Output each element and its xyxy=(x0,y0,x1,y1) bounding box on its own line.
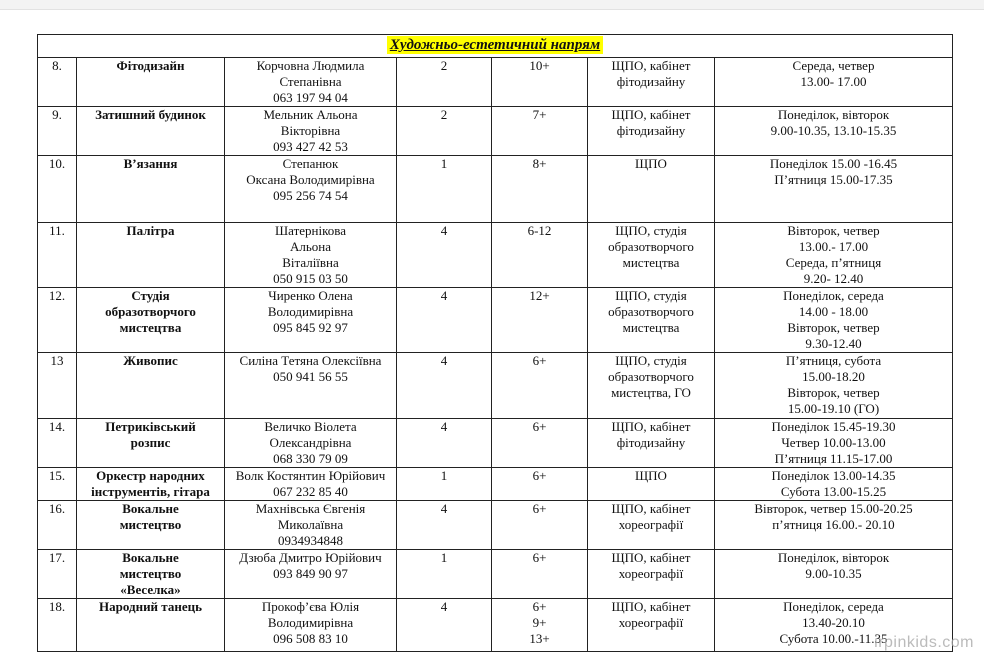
row-number: 18. xyxy=(38,599,77,652)
teacher-info-line: 050 941 56 55 xyxy=(273,369,348,384)
teacher-info-line: Володимирівна xyxy=(267,615,354,630)
section-title-row xyxy=(38,35,953,58)
club-name-line: Петриківський xyxy=(105,419,196,434)
schedule-times-line: 9.00-10.35, 13.10-15.35 xyxy=(770,123,897,138)
age-range-line: 8+ xyxy=(532,156,547,171)
teacher-info-line: Миколаївна xyxy=(277,517,344,532)
club-name-line: «Веселка» xyxy=(120,582,181,597)
club-name-line: Фітодизайн xyxy=(116,58,185,73)
schedule-times-line: Вівторок, четвер xyxy=(787,320,880,335)
table-row xyxy=(38,468,953,501)
venue-line: образотворчого xyxy=(608,239,694,254)
schedule-times-line: Вівторок, четвер xyxy=(787,385,880,400)
teacher-info xyxy=(225,599,397,652)
schedule-times-line: Понеділок, середа xyxy=(783,599,884,614)
venue-line: фітодизайну xyxy=(616,74,686,89)
venue xyxy=(588,468,715,501)
schedule-times-line: Четвер 10.00-13.00 xyxy=(781,435,886,450)
teacher-info-line: Вікторівна xyxy=(280,123,341,138)
age-range xyxy=(492,223,588,288)
club-name-line: Народний танець xyxy=(99,599,202,614)
venue xyxy=(588,223,715,288)
age-range-line: 7+ xyxy=(532,107,547,122)
venue-line: мистецтва xyxy=(622,320,680,335)
age-range xyxy=(492,156,588,223)
teacher-info-line: Корчовна Людмила xyxy=(256,58,365,73)
club-name-line: Оркестр народних xyxy=(96,468,205,483)
age-range-line: 13+ xyxy=(529,631,550,646)
venue xyxy=(588,58,715,107)
schedule-times-line: 13.40-20.10 xyxy=(802,615,865,630)
schedule-times-line: Понеділок 13.00-14.35 xyxy=(771,468,896,483)
group-count: 1 xyxy=(397,156,492,223)
teacher-info-line: Шатернікова xyxy=(275,223,346,238)
teacher-info-line: Дзюба Дмитро Юрійович xyxy=(239,550,382,565)
schedule-times-line: 13.00- 17.00 xyxy=(800,74,867,89)
teacher-info-line: Володимирівна xyxy=(267,304,354,319)
table-row xyxy=(38,419,953,468)
table-row xyxy=(38,288,953,353)
schedule-times xyxy=(715,468,953,501)
age-range-line: 12+ xyxy=(529,288,550,303)
teacher-info-line: Мельник Альона xyxy=(263,107,358,122)
schedule-times xyxy=(715,58,953,107)
schedule-times-line: 9.00-10.35 xyxy=(805,566,862,581)
schedule-times-line: Понеділок 15.00 -16.45 xyxy=(769,156,898,171)
teacher-info-line: Альона xyxy=(289,239,332,254)
teacher-info xyxy=(225,353,397,419)
schedule-times-line: п’ятниця 16.00.- 20.10 xyxy=(772,517,895,532)
schedule-times xyxy=(715,156,953,223)
venue-line: мистецтва xyxy=(622,255,680,270)
venue-line: ЩПО, кабінет xyxy=(611,550,691,565)
club-name xyxy=(77,468,225,501)
age-range-line: 10+ xyxy=(529,58,550,73)
age-range-line: 6+ xyxy=(532,550,547,565)
teacher-info xyxy=(225,550,397,599)
teacher-info-line: 095 845 92 97 xyxy=(273,320,348,335)
group-count: 4 xyxy=(397,223,492,288)
venue-line: ЩПО, кабінет xyxy=(611,501,691,516)
teacher-info-line: Прокоф’єва Юлія xyxy=(261,599,360,614)
age-range-line: 6+ xyxy=(532,419,547,434)
teacher-info-line: Величко Віолета xyxy=(264,419,357,434)
schedule-times-line: Вівторок, четвер 15.00-20.25 xyxy=(754,501,913,516)
teacher-info-line: 063 197 94 04 xyxy=(273,90,348,105)
teacher-info-line: 067 232 85 40 xyxy=(273,484,348,499)
watermark: irpinkids.com xyxy=(874,634,974,651)
schedule-times xyxy=(715,353,953,419)
age-range xyxy=(492,353,588,419)
venue-line: ЩПО, кабінет xyxy=(611,419,691,434)
table-row xyxy=(38,353,953,419)
teacher-info-line: 068 330 79 09 xyxy=(273,451,348,466)
venue-line: хореографії xyxy=(618,517,684,532)
table-row xyxy=(38,156,953,223)
table-row xyxy=(38,501,953,550)
club-name xyxy=(77,223,225,288)
venue-line: фітодизайну xyxy=(616,123,686,138)
club-name-line: розпис xyxy=(130,435,171,450)
venue-line: хореографії xyxy=(618,615,684,630)
venue-line: фітодизайну xyxy=(616,435,686,450)
venue-line: ЩПО, кабінет xyxy=(611,599,691,614)
schedule-times-line: П’ятниця 15.00-17.35 xyxy=(774,172,893,187)
age-range xyxy=(492,288,588,353)
schedule-times-line: Понеділок 15.45-19.30 xyxy=(771,419,896,434)
row-number: 17. xyxy=(38,550,77,599)
schedule-times-line: П’ятниця, субота xyxy=(785,353,882,368)
venue xyxy=(588,599,715,652)
club-name xyxy=(77,550,225,599)
schedule-table xyxy=(37,34,953,652)
venue-line: мистецтва, ГО xyxy=(611,385,691,400)
teacher-info xyxy=(225,468,397,501)
schedule-times-line: 9.30-12.40 xyxy=(805,336,862,351)
venue xyxy=(588,419,715,468)
venue xyxy=(588,156,715,223)
group-count: 4 xyxy=(397,288,492,353)
schedule-times xyxy=(715,288,953,353)
age-range xyxy=(492,468,588,501)
venue-line: хореографії xyxy=(618,566,684,581)
club-name-line: Вокальне xyxy=(122,550,179,565)
group-count: 4 xyxy=(397,501,492,550)
schedule-times-line: П’ятниця 11.15-17.00 xyxy=(774,451,893,466)
club-name xyxy=(77,353,225,419)
row-number: 10. xyxy=(38,156,77,223)
group-count: 4 xyxy=(397,353,492,419)
row-number: 16. xyxy=(38,501,77,550)
schedule-times-line: 15.00-19.10 (ГО) xyxy=(787,401,880,416)
teacher-info-line: 0934934848 xyxy=(278,533,343,548)
venue xyxy=(588,288,715,353)
schedule-times-line: Субота 10.00.-11.35 xyxy=(779,631,888,646)
age-range-line: 6+ xyxy=(532,599,547,614)
row-number: 12. xyxy=(38,288,77,353)
teacher-info-line: Волк Костянтин Юрійович xyxy=(235,468,386,483)
schedule-times xyxy=(715,223,953,288)
venue-line: ЩПО xyxy=(635,468,667,483)
club-name-line: інструментів, гітара xyxy=(91,484,210,499)
group-count: 1 xyxy=(397,468,492,501)
venue xyxy=(588,107,715,156)
venue xyxy=(588,353,715,419)
schedule-times xyxy=(715,550,953,599)
club-name xyxy=(77,419,225,468)
teacher-info xyxy=(225,288,397,353)
schedule-times-line: 14.00 - 18.00 xyxy=(798,304,869,319)
schedule-times-line: Понеділок, вівторок xyxy=(777,107,890,122)
schedule-times-line: 15.00-18.20 xyxy=(802,369,865,384)
club-name xyxy=(77,288,225,353)
club-name-line: мистецтва xyxy=(119,320,182,335)
teacher-info-line: Степанюк xyxy=(282,156,339,171)
schedule-times xyxy=(715,501,953,550)
table-row xyxy=(38,550,953,599)
age-range xyxy=(492,58,588,107)
schedule-times xyxy=(715,419,953,468)
teacher-info xyxy=(225,107,397,156)
age-range xyxy=(492,501,588,550)
section-title-cell xyxy=(38,35,953,58)
club-name xyxy=(77,599,225,652)
club-name xyxy=(77,156,225,223)
club-name-line: Живопис xyxy=(123,353,178,368)
teacher-info-line: Чиренко Олена xyxy=(268,288,353,303)
row-number: 14. xyxy=(38,419,77,468)
club-name-line: Вокальне xyxy=(122,501,179,516)
schedule-times-line: 9.20- 12.40 xyxy=(803,271,864,286)
club-name-line: Студія xyxy=(131,288,170,303)
teacher-info-line: Віталіївна xyxy=(282,255,339,270)
row-number: 13 xyxy=(38,353,77,419)
teacher-info-line: Силіна Тетяна Олексіївна xyxy=(239,353,382,368)
teacher-info xyxy=(225,223,397,288)
club-name-line: мистецтво xyxy=(119,566,182,581)
row-number: 11. xyxy=(38,223,77,288)
teacher-info xyxy=(225,419,397,468)
venue-line: образотворчого xyxy=(608,304,694,319)
schedule-times-line: 13.00.- 17.00 xyxy=(798,239,869,254)
schedule-times-line: Середа, четвер xyxy=(792,58,875,73)
schedule-times-line: Субота 13.00-15.25 xyxy=(780,484,887,499)
age-range-line: 6+ xyxy=(532,468,547,483)
venue-line: ЩПО, студія xyxy=(615,223,687,238)
schedule-times-line: Середа, п’ятниця xyxy=(785,255,882,270)
group-count: 4 xyxy=(397,599,492,652)
venue xyxy=(588,550,715,599)
venue-line: ЩПО, кабінет xyxy=(611,107,691,122)
teacher-info xyxy=(225,58,397,107)
age-range-line: 6+ xyxy=(532,501,547,516)
row-number: 8. xyxy=(38,58,77,107)
age-range-line: 6+ xyxy=(532,353,547,368)
venue-line: образотворчого xyxy=(608,369,694,384)
club-name-line: мистецтво xyxy=(119,517,182,532)
schedule-times-line: Вівторок, четвер xyxy=(787,223,880,238)
club-name-line: образотворчого xyxy=(105,304,196,319)
age-range xyxy=(492,550,588,599)
schedule-times-line: Понеділок, вівторок xyxy=(777,550,890,565)
age-range xyxy=(492,107,588,156)
teacher-info-line: 096 508 83 10 xyxy=(273,631,348,646)
venue-line: ЩПО xyxy=(635,156,667,171)
age-range-line: 6-12 xyxy=(527,223,552,238)
age-range xyxy=(492,599,588,652)
table-row xyxy=(38,107,953,156)
teacher-info-line: Олександрівна xyxy=(269,435,352,450)
club-name xyxy=(77,107,225,156)
club-name xyxy=(77,501,225,550)
schedule-times xyxy=(715,107,953,156)
venue-line: ЩПО, студія xyxy=(615,353,687,368)
club-name-line: В’язання xyxy=(123,156,178,171)
schedule-times-line: Понеділок, середа xyxy=(783,288,884,303)
teacher-info xyxy=(225,501,397,550)
table-row xyxy=(38,223,953,288)
row-number: 15. xyxy=(38,468,77,501)
venue-line: ЩПО, кабінет xyxy=(611,58,691,73)
venue-line: ЩПО, студія xyxy=(615,288,687,303)
group-count: 2 xyxy=(397,58,492,107)
club-name xyxy=(77,58,225,107)
teacher-info-line: Махнівська Євгенія xyxy=(255,501,366,516)
club-name-line: Палітра xyxy=(126,223,175,238)
teacher-info-line: 093 427 42 53 xyxy=(273,139,348,154)
table-row xyxy=(38,599,953,652)
table-row xyxy=(38,58,953,107)
teacher-info-line: 050 915 03 50 xyxy=(273,271,348,286)
age-range xyxy=(492,419,588,468)
section-title: Художньо-естетичний напрям xyxy=(387,36,603,54)
teacher-info-line: 095 256 74 54 xyxy=(273,188,348,203)
teacher-info-line: Оксана Володимирівна xyxy=(246,172,375,187)
venue xyxy=(588,501,715,550)
page-top-rule xyxy=(0,0,984,10)
group-count: 4 xyxy=(397,419,492,468)
club-name-line: Затишний будинок xyxy=(95,107,206,122)
age-range-line: 9+ xyxy=(532,615,547,630)
row-number: 9. xyxy=(38,107,77,156)
teacher-info xyxy=(225,156,397,223)
teacher-info-line: 093 849 90 97 xyxy=(273,566,348,581)
teacher-info-line: Степанівна xyxy=(279,74,342,89)
group-count: 2 xyxy=(397,107,492,156)
group-count: 1 xyxy=(397,550,492,599)
